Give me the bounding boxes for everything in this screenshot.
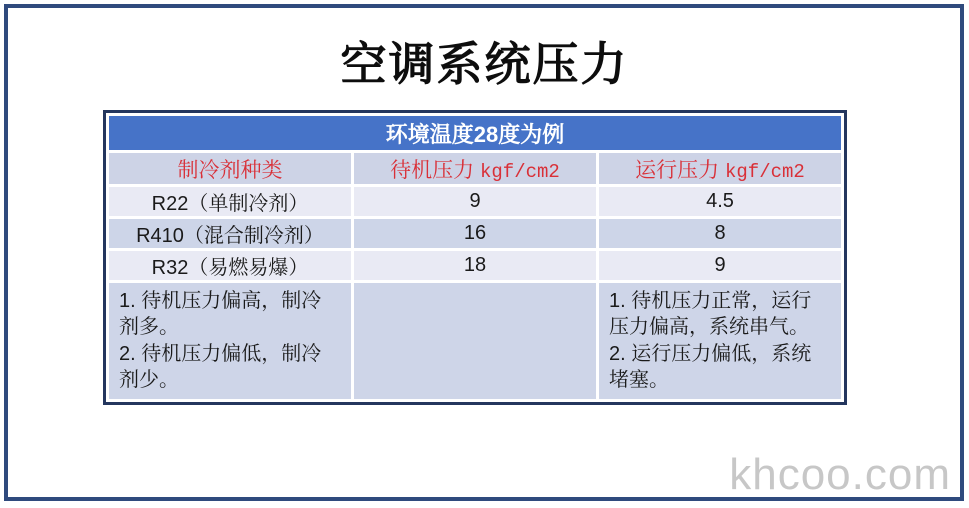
- table-caption: 环境温度28度为例: [109, 116, 841, 150]
- note-line: 1. 待机压力正常，运行压力偏高，系统串气。: [609, 290, 812, 339]
- col-header-standby: [354, 153, 596, 184]
- note-line: 2. 待机压力偏低，制冷剂少。: [119, 342, 322, 392]
- note-line: 2. 运行压力偏低，系统堵塞。: [609, 342, 812, 392]
- col-header-refrigerant: [109, 153, 351, 184]
- cell-standby: 18: [354, 251, 596, 280]
- cell-running: 4.5: [599, 187, 841, 216]
- watermark: khcoo.com: [729, 450, 951, 499]
- cell-running: 9: [599, 251, 841, 280]
- cell-refrigerant: R32（易燃易爆）: [109, 251, 351, 280]
- pressure-table-grid: [106, 113, 844, 402]
- col-label: 制冷剂种类: [177, 158, 283, 182]
- cell-refrigerant: R22（单制冷剂）: [109, 187, 351, 216]
- note-running-cell: [599, 283, 841, 399]
- column-header-row: [109, 153, 841, 184]
- note-empty-cell: [354, 283, 596, 399]
- col-header-running: [599, 153, 841, 184]
- table-row-r22: [109, 187, 841, 216]
- col-label: 待机压力: [390, 158, 475, 182]
- table-row-r410: [109, 219, 841, 248]
- cell-refrigerant: R410（混合制冷剂）: [109, 219, 351, 248]
- cell-standby: 16: [354, 219, 596, 248]
- col-label: 运行压力: [635, 158, 720, 182]
- page-title: 空调系统压力: [340, 38, 629, 90]
- caption-row: [109, 116, 841, 150]
- pressure-table: [103, 110, 847, 405]
- note-standby-cell: [109, 283, 351, 399]
- col-unit: kgf/cm2: [725, 160, 805, 183]
- note-line: 1. 待机压力偏高，制冷剂多。: [119, 290, 322, 339]
- table-row-r32: [109, 251, 841, 280]
- col-unit: kgf/cm2: [480, 160, 560, 183]
- cell-running: 8: [599, 219, 841, 248]
- notes-row: [109, 283, 841, 399]
- cell-standby: 9: [354, 187, 596, 216]
